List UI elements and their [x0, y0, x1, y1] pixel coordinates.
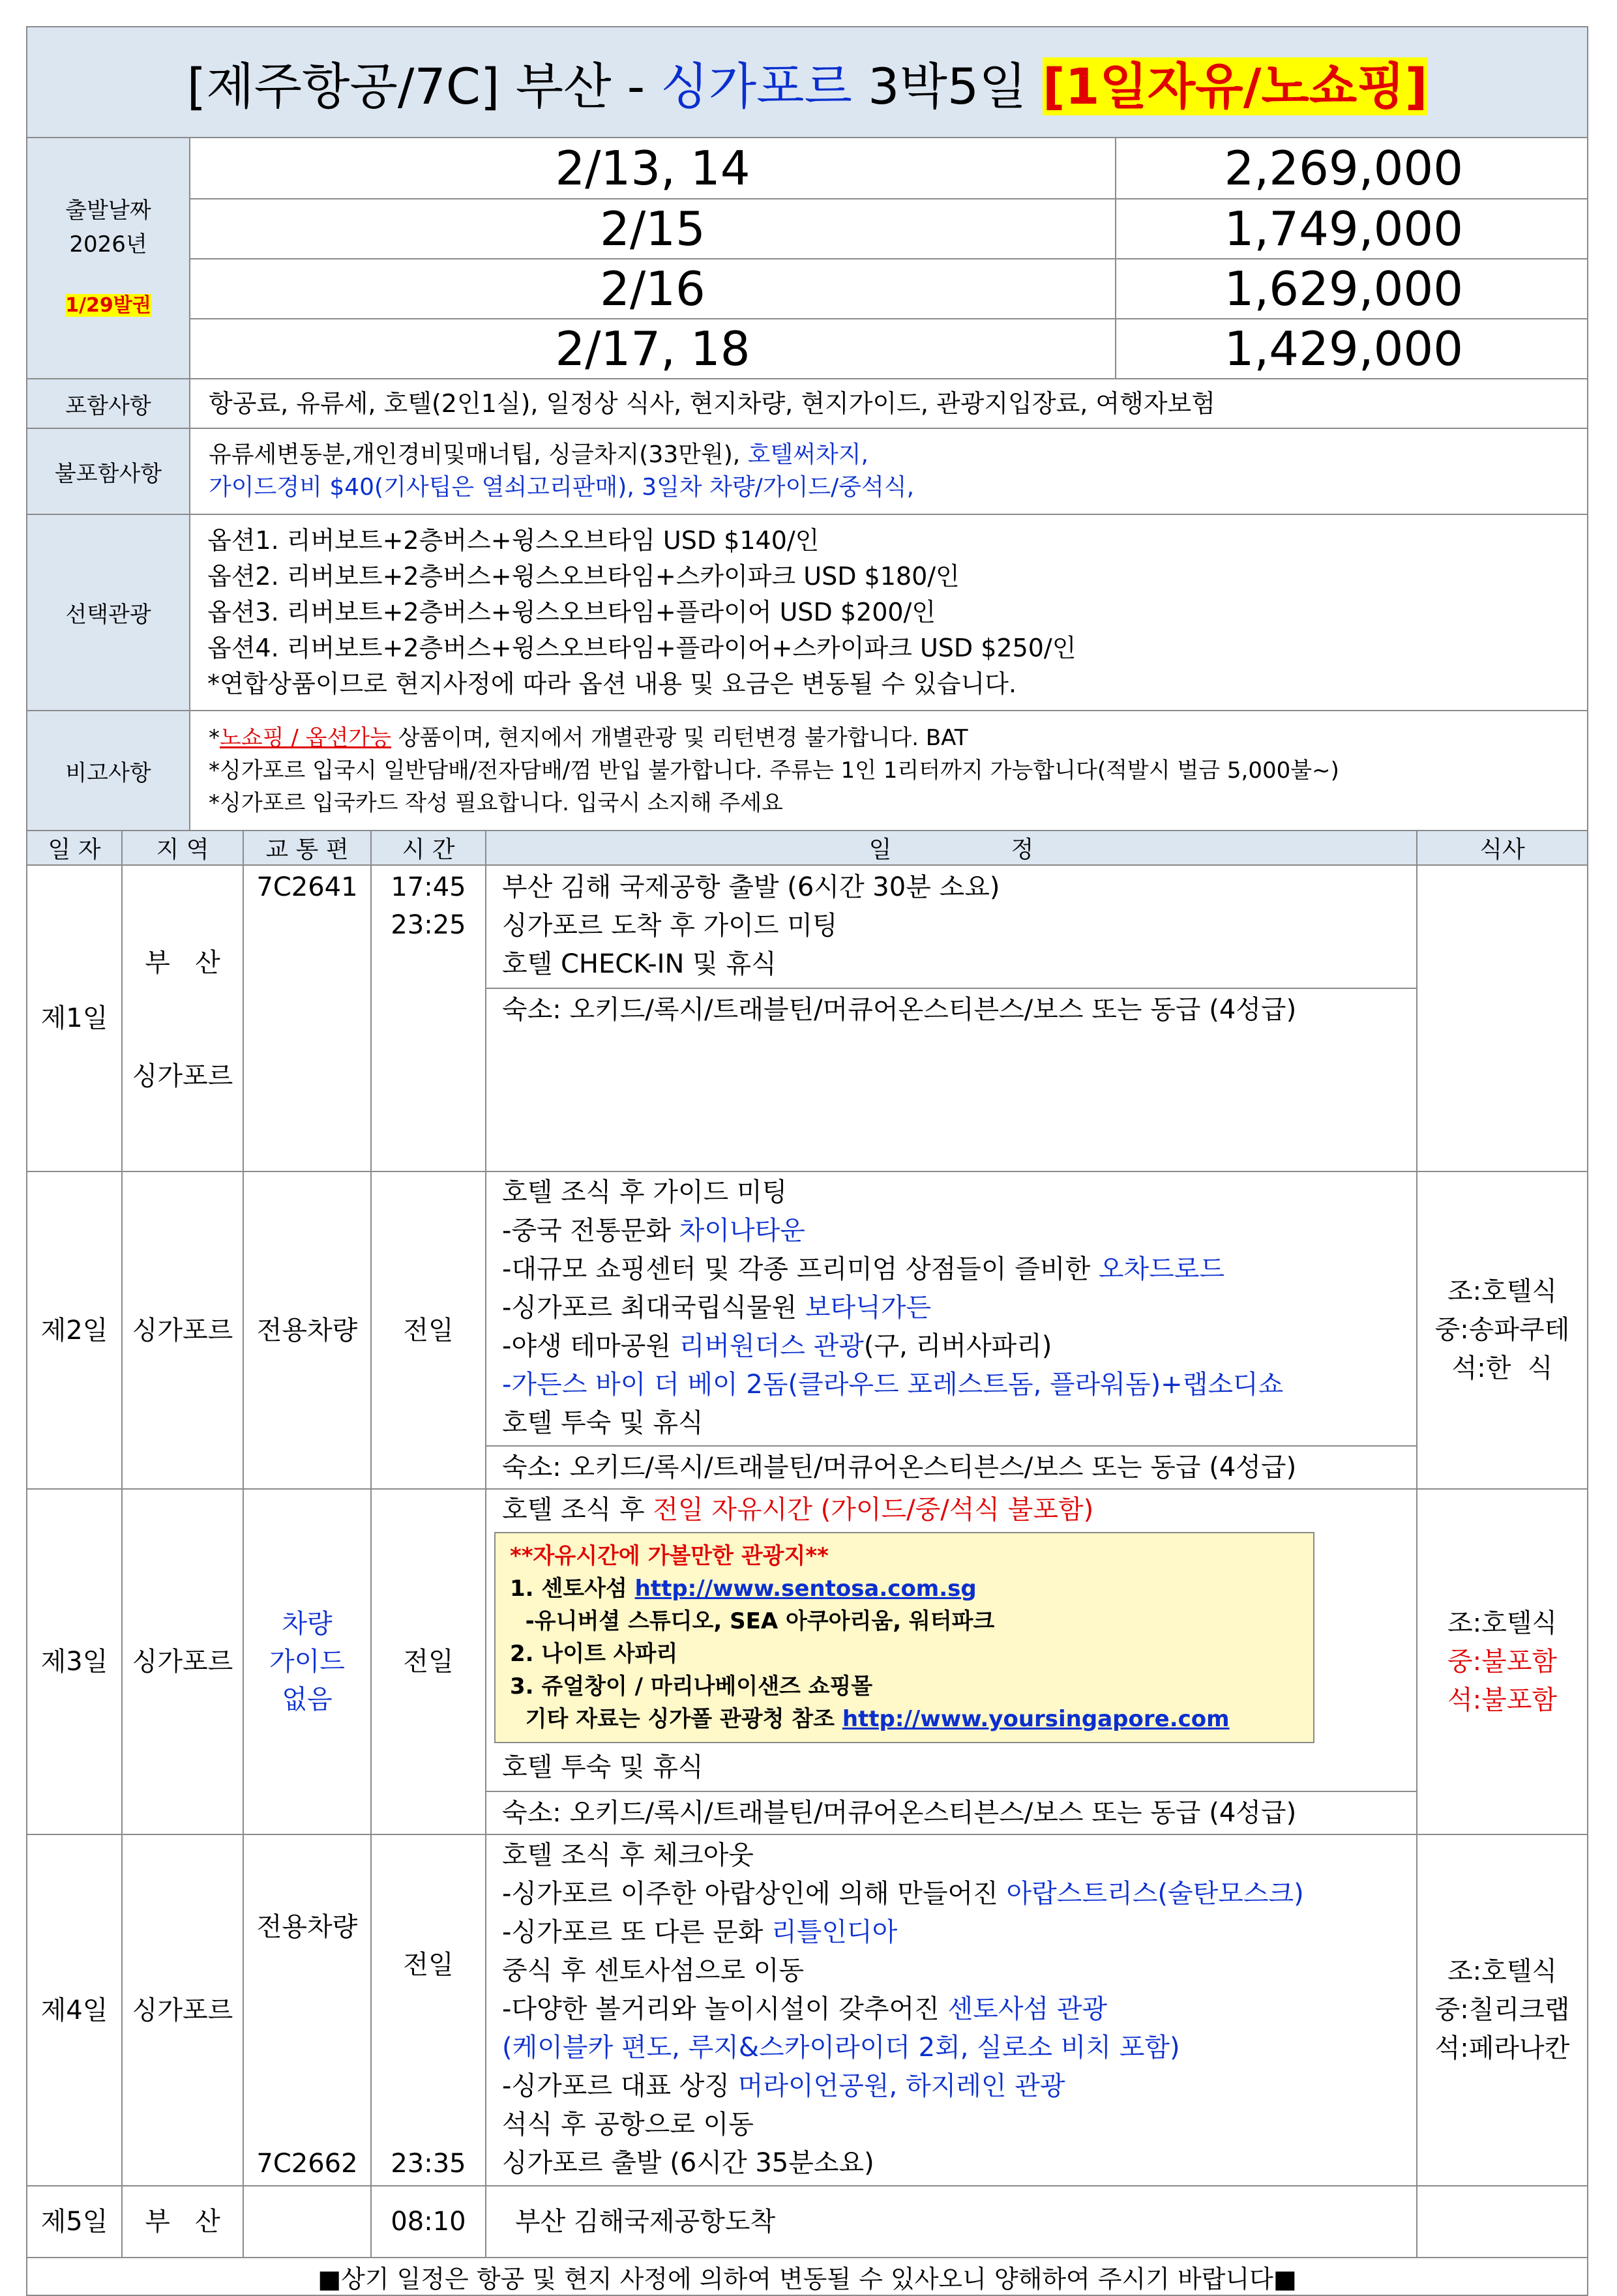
excluded-line1-blue: 호텔써차지, [747, 441, 868, 468]
free-time-suggestion-box: **자유시간에 가볼만한 관광지** 1. 센토사섬 http://www.sentosa.com.sg -유니버셜 스튜디오, SEA 아쿠아리움, 워터파크 2. 나이트 사파리 3. 쥬얼창이 / 마리나베이샌즈 쇼핑몰 기타 자료는 싱가폴 관광청 참조 http://www.yoursingapore.com [494, 1532, 1314, 1743]
options-list [190, 514, 1588, 711]
day-schedule: 부산 김해국제공항도착 [486, 2186, 1417, 2258]
departure-date: 2/16 [190, 259, 1116, 319]
hotel-info: 숙소: 오키드/록시/트래블틴/머큐어온스티븐스/보스 또는 동급 (4성급) [486, 1791, 1416, 1834]
footer-notice: ■상기 일정은 항공 및 현지 사정에 의하여 변동될 수 있사오니 양해하여 주시기 바랍니다■ [27, 2258, 1588, 2295]
remarks-text: *노쇼핑 / 옵션가능 상품이며, 현지에서 개별관광 및 리턴변경 불가합니다. BAT *싱가포르 입국시 일반담배/전자담배/껌 반입 불가합니다. 주류는 1인 1리터까지 가능합니다(적발시 벌금 5,000불~) *싱가포르 입국카드 작성 필요합니다. 입국시 소지해 주세요 [190, 711, 1588, 831]
itinerary-header-row [27, 831, 1588, 865]
excluded-label: 불포함사항 [27, 428, 190, 514]
day-region: 싱가포르 [122, 1834, 243, 2186]
day-region: 싱가포르 [122, 1489, 243, 1834]
header-time: 시 간 [371, 831, 486, 865]
option-item: 옵션1. 리버보트+2층버스+윙스오브타임 USD $140/인 [207, 526, 820, 555]
day-region: 부 산 싱가포르 [122, 865, 243, 1171]
excluded-text [190, 428, 1588, 514]
day-row [27, 1834, 1588, 2186]
flight-number: 7C2641 [243, 865, 371, 1171]
excluded-line2: 가이드경비 $40(기사팁은 열쇠고리판매), 3일차 차량/가이드/중석식, [209, 474, 915, 501]
day-schedule: 호텔 조식 후 전일 자유시간 (가이드/중/석식 불포함) **자유시간에 가볼만한 관광지** 1. 센토사섬 http://www.sentosa.com.sg -유니버셜 스튜디오, SEA 아쿠아리움, 워터파크 2. 나이트 사파리 3. 쥬얼창이 / 마리나베이샌즈 쇼핑몰 기타 자료는 싱가폴 관광청 참조 http://www.yoursingapore.com 호텔 투숙 및 휴식 숙소: 오키드/록시/트래블틴/머큐어온스티븐스/보스 또는 동급 (4성급) [486, 1489, 1417, 1834]
hotel-info: 숙소: 오키드/록시/트래블틴/머큐어온스티븐스/보스 또는 동급 (4성급) [486, 988, 1416, 1031]
remarks-label: 비고사항 [27, 711, 190, 831]
yoursingapore-link[interactable]: http://www.yoursingapore.com [842, 1706, 1230, 1732]
transport-mode: 전용차량 7C2662 [243, 1834, 371, 2186]
departure-label-cell [27, 138, 190, 379]
ticket-deadline-badge: 1/29발권 [65, 294, 151, 317]
itinerary-table [26, 830, 1588, 2296]
hotel-info: 숙소: 오키드/록시/트래블틴/머큐어온스티븐스/보스 또는 동급 (4성급) [486, 1445, 1416, 1488]
day-time: 전일 [371, 1489, 486, 1834]
transport-mode [243, 2186, 371, 2258]
departure-date: 2/13, 14 [190, 138, 1116, 199]
departure-price: 1,749,000 [1116, 199, 1588, 259]
day-meal: 조:호텔식 중:송파쿠테 석:한 식 [1417, 1171, 1588, 1489]
included-text: 항공료, 유류세, 호텔(2인1실), 일정상 식사, 현지차량, 현지가이드, 관광지입장료, 여행자보험 [190, 379, 1588, 428]
departure-year: 2026년 [69, 231, 147, 258]
day-label: 제1일 [27, 865, 122, 1171]
day-label: 제4일 [27, 1834, 122, 2186]
day-label: 제3일 [27, 1489, 122, 1834]
day-time: 전일 [371, 1171, 486, 1489]
itinerary-document [26, 26, 1587, 2296]
day-label: 제5일 [27, 2186, 122, 2258]
day-row [27, 1171, 1588, 1489]
sentosa-link[interactable]: http://www.sentosa.com.sg [634, 1576, 977, 1602]
option-item: 옵션4. 리버보트+2층버스+윙스오브타임+플라이어+스카이파크 USD $250/인 [207, 634, 1076, 662]
day-region: 부 산 [122, 2186, 243, 2258]
page-title [27, 27, 1588, 138]
day-meal [1417, 865, 1588, 1171]
day-time: 17:45 23:25 [371, 865, 486, 1171]
transport-mode: 전용차량 [243, 1171, 371, 1489]
flight-number: 7C2662 [256, 2149, 358, 2179]
included-label: 포함사항 [27, 379, 190, 428]
no-shopping-note: 노쇼핑 / 옵션가능 [220, 725, 391, 751]
remarks-line: *싱가포르 입국시 일반담배/전자담배/껌 반입 불가합니다. 주류는 1인 1리터까지 가능합니다(적발시 벌금 5,000불~) [209, 758, 1339, 784]
header-schedule: 일 정 [486, 831, 1417, 865]
header-region: 지 역 [122, 831, 243, 865]
remarks-line: *싱가포르 입국카드 작성 필요합니다. 입국시 소지해 주세요 [209, 790, 783, 816]
title-prefix: [제주항공/7C] 부산 - [186, 57, 661, 115]
summary-table [26, 26, 1588, 831]
header-meal: 식사 [1417, 831, 1588, 865]
departure-price: 1,629,000 [1116, 259, 1588, 319]
options-label: 선택관광 [27, 514, 190, 711]
day-row [27, 865, 1588, 1171]
title-destination: 싱가포르 [660, 57, 852, 115]
header-transport: 교 통 편 [243, 831, 371, 865]
day-time: 08:10 [371, 2186, 486, 2258]
header-day: 일 자 [27, 831, 122, 865]
day-label: 제2일 [27, 1171, 122, 1489]
day-row [27, 1489, 1588, 1834]
departure-date: 2/15 [190, 199, 1116, 259]
footer-row [27, 2258, 1588, 2295]
option-item: 옵션3. 리버보트+2층버스+윙스오브타임+플라이어 USD $200/인 [207, 598, 936, 626]
departure-price: 2,269,000 [1116, 138, 1588, 199]
title-highlight-badge: [1일자유/노쇼핑] [1042, 57, 1428, 115]
option-item: 옵션2. 리버보트+2층버스+윙스오브타임+스카이파크 USD $180/인 [207, 562, 960, 591]
day-region: 싱가포르 [122, 1171, 243, 1489]
day-meal: 조:호텔식 중:칠리크랩 석:페라나칸 [1417, 1834, 1588, 2186]
day-time: 전일 23:35 [371, 1834, 486, 2186]
day-row [27, 2186, 1588, 2258]
option-note: *연합상품이므로 현지사정에 따라 옵션 내용 및 요금은 변동될 수 있습니다. [207, 670, 1017, 698]
day-schedule: 호텔 조식 후 가이드 미팅 -중국 전통문화 차이나타운 -대규모 쇼핑센터 및 각종 프리미엄 상점들이 즐비한 오차드로드 -싱가포르 최대국립식물원 보타닉가든 -야생 테마공원 리버원더스 관광(구, 리버사파리) -가든스 바이 더 베이 2돔(클라우드 포레스트돔, 플라워돔)+랩소디쇼 호텔 투숙 및 휴식 숙소: 오키드/록시/트래블틴/머큐어온스티븐스/보스 또는 동급 (4성급) [486, 1171, 1417, 1489]
departure-price: 1,429,000 [1116, 319, 1588, 379]
departure-label: 출발날짜 [65, 198, 151, 224]
day-schedule: 부산 김해 국제공항 출발 (6시간 30분 소요) 싱가포르 도착 후 가이드 미팅 호텔 CHECK-IN 및 휴식 숙소: 오키드/록시/트래블틴/머큐어온스티븐스/보스 또는 동급 (4성급) [486, 865, 1417, 1171]
day-meal: 조:호텔식 중:불포함 석:불포함 [1417, 1489, 1588, 1834]
day-schedule: 호텔 조식 후 체크아웃 -싱가포르 이주한 아랍상인에 의해 만들어진 아랍스트리스(술탄모스크) -싱가포르 또 다른 문화 리틀인디아 중식 후 센토사섬으로 이동 -다양한 볼거리와 놀이시설이 갖추어진 센토사섬 관광 (케이블카 편도, 루지&스카이라이더 2회, 실로소 비치 포함) -싱가포르 대표 상징 머라이언공원, 하지레인 관광 석식 후 공항으로 이동 싱가포르 출발 (6시간 35분소요) [486, 1834, 1417, 2186]
day-meal [1417, 2186, 1588, 2258]
transport-mode: 차량 가이드 없음 [243, 1489, 371, 1834]
excluded-line1: 유류세변동분,개인경비및매너팁, 싱글차지(33만원), [209, 441, 748, 468]
departure-date: 2/17, 18 [190, 319, 1116, 379]
title-duration: 3박5일 [852, 57, 1043, 115]
